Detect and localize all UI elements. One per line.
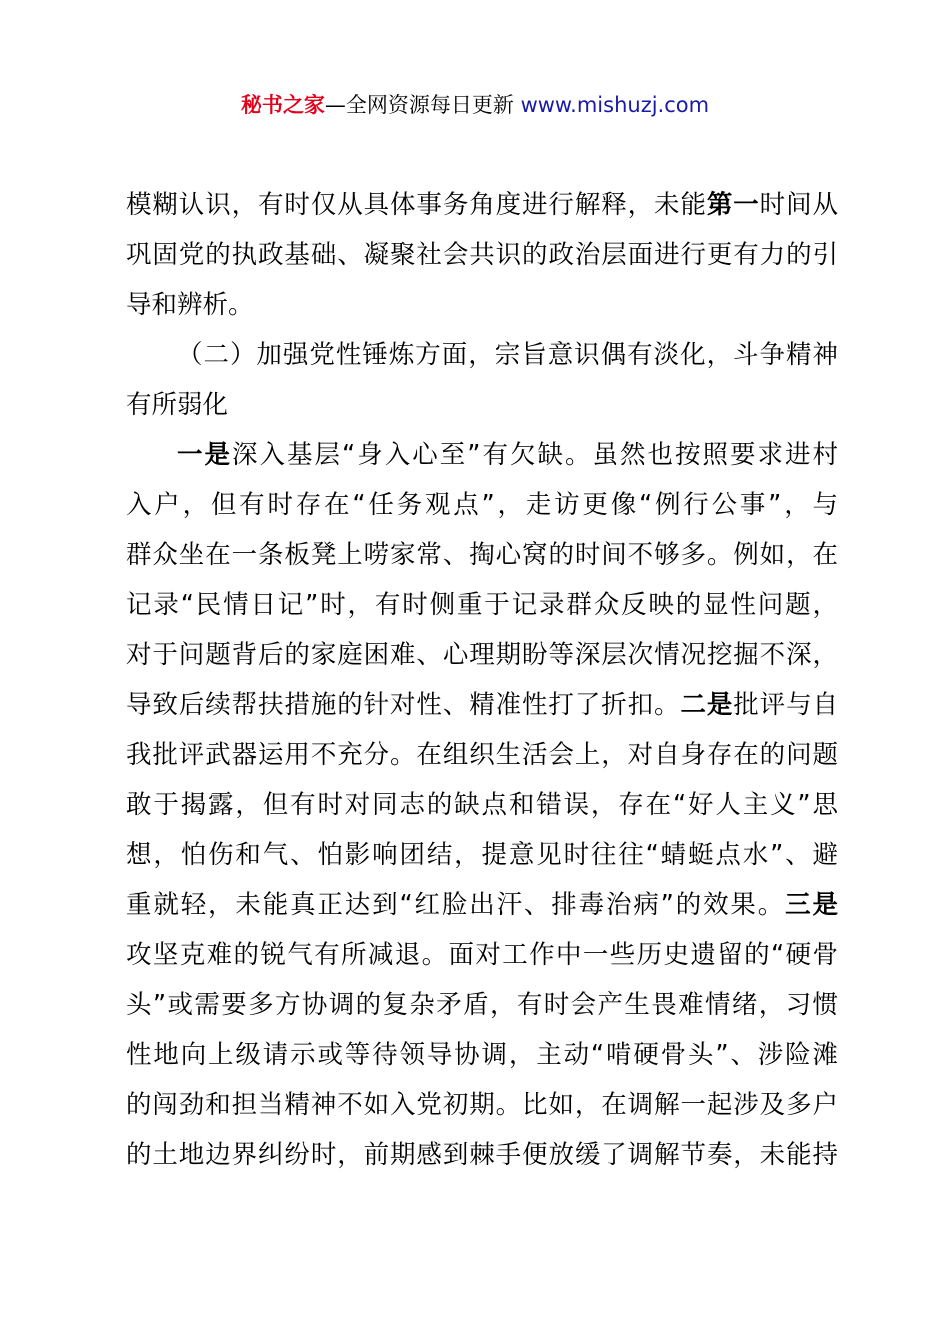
header-tagline: —全网资源每日更新 — [324, 93, 521, 117]
text-segment: 我批评武器运用不充分。在组织生活会上，对自身存在的问题 — [126, 740, 838, 770]
bold-lead-text: 第一 — [706, 190, 760, 220]
text-segment: 深入基层“身入心至”有欠缺。虽然也按照要求进村 — [232, 440, 838, 470]
bold-lead-text: 二是 — [680, 690, 734, 720]
text-segment: 模糊认识，有时仅从具体事务角度进行解释，未能 — [126, 190, 707, 220]
text-segment: 头”或需要多方协调的复杂矛盾，有时会产生畏难情绪，习惯 — [126, 990, 838, 1020]
text-segment: （二）加强党性锤炼方面，宗旨意识偶有淡化，斗争精神 — [177, 340, 838, 370]
text-segment: 想，怕伤和气、怕影响团结，提意见时往往“蜻蜓点水”、避 — [126, 840, 838, 870]
text-segment: 导致后续帮扶措施的针对性、精准性打了折扣。 — [126, 690, 681, 720]
text-segment: 重就轻，未能真正达到“红脸出汗、排毒治病”的效果。 — [126, 890, 786, 920]
text-line — [126, 1080, 838, 1130]
text-segment: 群众坐在一条板凳上唠家常、掏心窝的时间不够多。例如，在 — [126, 540, 838, 570]
brand-name: 秘书之家 — [240, 93, 325, 117]
text-segment: 记录“民情日记”时，有时侧重于记录群众反映的显性问题， — [126, 590, 838, 620]
site-url-link[interactable]: www.mishuzj.com — [520, 93, 710, 117]
text-segment: 对于问题背后的家庭困难、心理期盼等深层次情况挖掘不深， — [126, 640, 838, 670]
text-segment: 攻坚克难的锐气有所减退。面对工作中一些历史遗留的“硬骨 — [126, 940, 838, 970]
text-segment: 性地向上级请示或等待领导协调，主动“啃硬骨头”、涉险滩 — [126, 1040, 838, 1070]
text-segment: 入户，但有时存在“任务观点”，走访更像“例行公事”，与 — [126, 490, 838, 520]
text-segment: 批评与自 — [733, 690, 838, 720]
text-line — [126, 580, 838, 630]
document-body — [126, 180, 838, 1180]
text-line — [126, 280, 838, 330]
text-line — [126, 430, 838, 480]
text-line — [126, 680, 838, 730]
text-segment: 巩固党的执政基础、凝聚社会共识的政治层面进行更有力的引 — [126, 240, 838, 270]
text-segment: 的闯劲和担当精神不如入党初期。比如，在调解一起涉及多户 — [126, 1090, 838, 1120]
text-segment: 敢于揭露，但有时对同志的缺点和错误，存在“好人主义”思 — [126, 790, 838, 820]
text-line — [126, 630, 838, 680]
text-line — [126, 380, 838, 430]
text-line — [126, 530, 838, 580]
text-line — [126, 780, 838, 830]
bold-lead-text: 一是 — [177, 440, 233, 470]
text-line — [126, 980, 838, 1030]
text-segment: 的土地边界纠纷时，前期感到棘手便放缓了调解节奏，未能持 — [126, 1140, 838, 1170]
text-line — [126, 330, 838, 380]
text-line — [126, 180, 838, 230]
text-line — [126, 1030, 838, 1080]
text-line — [126, 1130, 838, 1180]
page-header — [0, 88, 950, 122]
text-line — [126, 830, 838, 880]
text-segment: 有所弱化 — [126, 390, 229, 420]
text-segment: 时间从 — [759, 190, 838, 220]
text-line — [126, 480, 838, 530]
text-line — [126, 880, 838, 930]
text-line — [126, 230, 838, 280]
text-line — [126, 930, 838, 980]
text-line — [126, 730, 838, 780]
text-segment: 导和辨析。 — [126, 290, 254, 320]
bold-lead-text: 三是 — [785, 890, 838, 920]
